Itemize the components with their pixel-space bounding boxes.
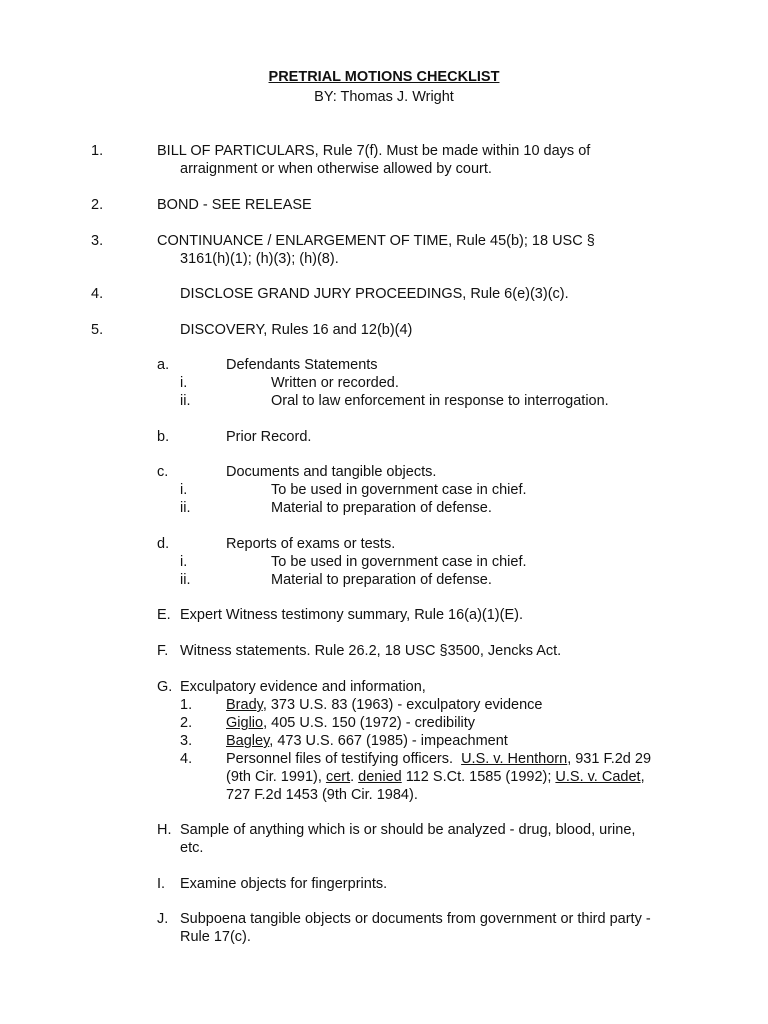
item-number: 2.: [91, 197, 104, 213]
case-name: Bagley: [226, 733, 270, 749]
discovery-letter: a.: [157, 357, 170, 373]
citation-text: Personnel files of testifying officers.: [226, 751, 462, 767]
item-number: 5.: [91, 322, 104, 338]
document-byline: BY: Thomas J. Wright: [314, 89, 454, 105]
case-name: Brady: [226, 697, 263, 713]
item-text-continued: arraignment or when otherwise allowed by court.: [180, 161, 492, 177]
item-number: 1.: [91, 143, 104, 159]
item-text: BOND - SEE RELEASE: [157, 197, 312, 213]
citation-text: 112 S.Ct. 1585 (1992);: [401, 769, 556, 785]
discovery-heading: Witness statements. Rule 26.2, 18 USC §3500, Jencks Act.: [180, 643, 562, 659]
discovery-letter: H.: [157, 822, 172, 838]
citation-line: [226, 768, 645, 786]
item-text-continued: 3161(h)(1); (h)(3); (h)(8).: [180, 251, 339, 267]
discovery-letter: c.: [157, 464, 169, 480]
sub-text: Oral to law enforcement in response to interrogation.: [271, 393, 609, 409]
citation-line: [226, 750, 651, 768]
sub-text: Material to preparation of defense.: [271, 572, 492, 588]
citation-text: , 373 U.S. 83 (1963) - exculpatory evidence: [262, 697, 543, 713]
discovery-letter: F.: [157, 643, 169, 659]
citation-text: .: [350, 769, 359, 785]
sub-number: i.: [180, 375, 188, 391]
sub-text: Material to preparation of defense.: [271, 500, 492, 516]
citation-text: ,: [640, 769, 645, 785]
citation-text: , 405 U.S. 150 (1972) - credibility: [263, 715, 476, 731]
case-name: Giglio: [226, 715, 264, 731]
sub-number: ii.: [180, 572, 191, 588]
item-number: 3.: [91, 233, 104, 249]
sub-number: 4.: [180, 751, 193, 767]
citation-text: , 931 F.2d 29: [567, 751, 652, 767]
item-text: CONTINUANCE / ENLARGEMENT OF TIME, Rule 45(b); 18 USC §: [157, 233, 595, 249]
discovery-letter: E.: [157, 607, 171, 623]
discovery-letter: I.: [157, 876, 166, 892]
sub-text: To be used in government case in chief.: [271, 482, 527, 498]
sub-number: ii.: [180, 393, 191, 409]
discovery-letter: J.: [157, 911, 169, 927]
item-text: DISCLOSE GRAND JURY PROCEEDINGS, Rule 6(e)(3)(c).: [180, 286, 569, 302]
discovery-heading: Expert Witness testimony summary, Rule 16(a)(1)(E).: [180, 607, 523, 623]
discovery-heading: Documents and tangible objects.: [226, 464, 437, 480]
sub-text: Written or recorded.: [271, 375, 399, 391]
case-name: U.S. v. Henthorn: [461, 751, 568, 767]
discovery-heading-continued: Rule 17(c).: [180, 929, 251, 945]
discovery-heading-continued: etc.: [180, 840, 204, 856]
discovery-heading: Examine objects for fingerprints.: [180, 876, 388, 892]
sub-number: i.: [180, 482, 188, 498]
item-text: DISCOVERY, Rules 16 and 12(b)(4): [180, 322, 413, 338]
case-citation: [226, 714, 475, 732]
discovery-letter: b.: [157, 429, 170, 445]
sub-number: ii.: [180, 500, 191, 516]
cert-term: cert: [325, 769, 351, 785]
discovery-heading: Prior Record.: [226, 429, 312, 445]
sub-text: To be used in government case in chief.: [271, 554, 527, 570]
citation-text: (9th Cir. 1991),: [226, 769, 326, 785]
citation-line: 727 F.2d 1453 (9th Cir. 1984).: [226, 787, 418, 803]
denied-term: denied: [358, 769, 402, 785]
discovery-heading: Sample of anything which is or should be analyzed - drug, blood, urine,: [180, 822, 636, 838]
case-citation: [226, 696, 543, 714]
discovery-heading: Exculpatory evidence and information,: [180, 679, 426, 695]
sub-number: 1.: [180, 697, 193, 713]
case-citation: [226, 732, 508, 750]
sub-number: 3.: [180, 733, 193, 749]
discovery-heading: Subpoena tangible objects or documents from government or third party -: [180, 911, 651, 927]
discovery-letter: G.: [157, 679, 173, 695]
sub-number: i.: [180, 554, 188, 570]
document-title: PRETRIAL MOTIONS CHECKLIST: [268, 69, 500, 85]
case-name: U.S. v. Cadet: [555, 769, 641, 785]
discovery-heading: Defendants Statements: [226, 357, 378, 373]
item-text: BILL OF PARTICULARS, Rule 7(f). Must be made within 10 days of: [157, 143, 591, 159]
item-number: 4.: [91, 286, 104, 302]
citation-text: , 473 U.S. 667 (1985) - impeachment: [269, 733, 508, 749]
discovery-heading: Reports of exams or tests.: [226, 536, 396, 552]
sub-number: 2.: [180, 715, 193, 731]
discovery-letter: d.: [157, 536, 170, 552]
